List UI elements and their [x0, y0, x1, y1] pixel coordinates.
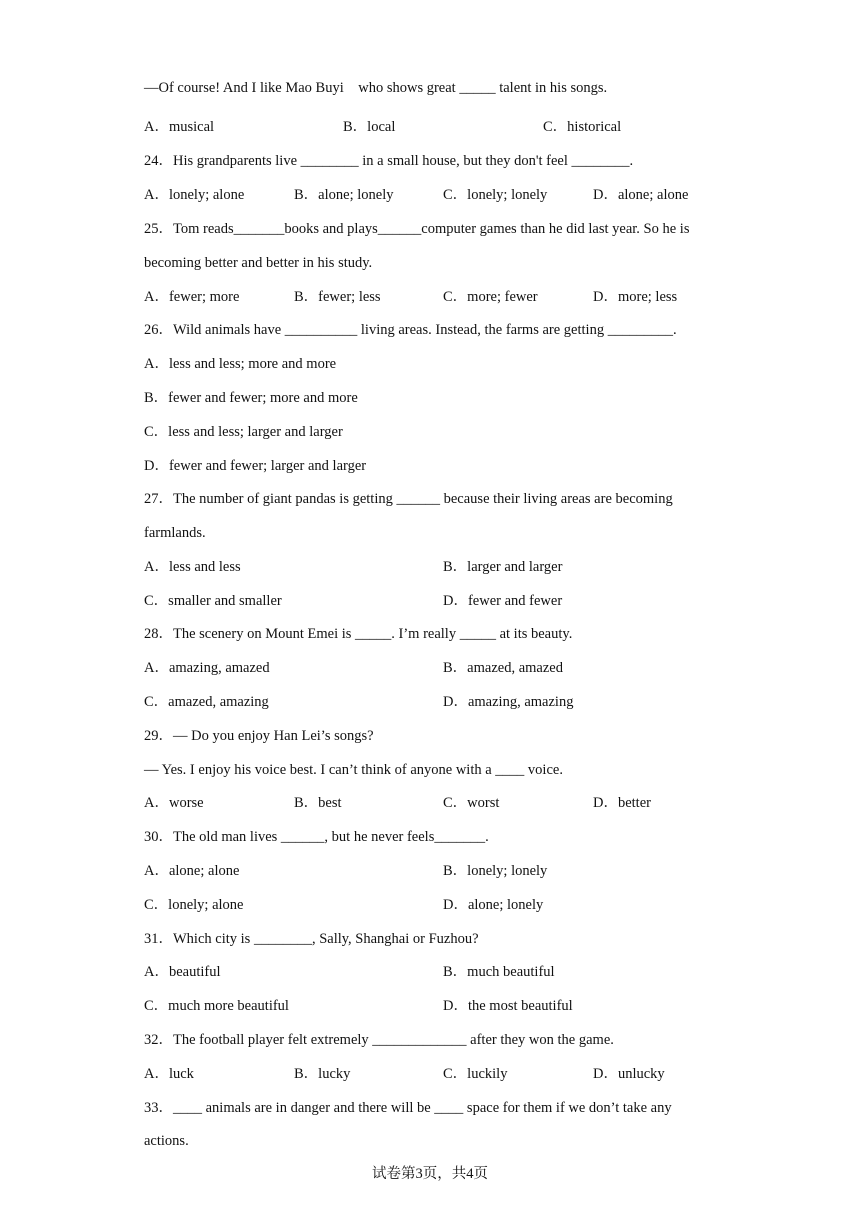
page-footer: 试卷第3页，共4页 [372, 1166, 488, 1182]
q27-option-d: D．fewer and fewer [443, 593, 563, 609]
question-25-stem-cont: becoming better and better in his study. [144, 255, 373, 271]
q23-option-a: A．musical [144, 119, 215, 135]
q31-option-c: C．much more beautiful [144, 998, 289, 1014]
question-26-stem: 26．Wild animals have __________ living areas. Instead, the farms are getting _________. [144, 322, 677, 338]
q28-option-d: D．amazing, amazing [443, 694, 574, 710]
q30-option-c: C．lonely; alone [144, 897, 244, 913]
q24-option-c: C．lonely; lonely [443, 187, 548, 203]
q26-option-d: D．fewer and fewer; larger and larger [144, 458, 367, 474]
question-33-stem-cont: actions. [144, 1133, 189, 1149]
q26-option-c: C．less and less; larger and larger [144, 424, 343, 440]
q29-option-d: D．better [593, 795, 651, 811]
question-29-stem-cont: — Yes. I enjoy his voice best. I can’t think of anyone with a ____ voice. [144, 762, 563, 778]
question-25-stem: 25．Tom reads_______books and plays______computer games than he did last year. So he is [144, 221, 690, 237]
q31-option-a: A．beautiful [144, 964, 221, 980]
q32-option-d: D．unlucky [593, 1066, 665, 1082]
q32-option-c: C．luckily [443, 1066, 508, 1082]
question-29-stem: 29．— Do you enjoy Han Lei’s songs? [144, 728, 374, 744]
q30-option-b: B．lonely; lonely [443, 863, 548, 879]
q25-option-b: B．fewer; less [294, 289, 381, 305]
q32-option-b: B．lucky [294, 1066, 351, 1082]
q26-option-b: B．fewer and fewer; more and more [144, 390, 358, 406]
q27-option-b: B．larger and larger [443, 559, 563, 575]
q27-option-c: C．smaller and smaller [144, 593, 282, 609]
question-31-stem: 31．Which city is ________, Sally, Shanghai or Fuzhou? [144, 931, 479, 947]
q29-option-b: B．best [294, 795, 342, 811]
q27-option-a: A．less and less [144, 559, 241, 575]
q25-option-d: D．more; less [593, 289, 678, 305]
q30-option-d: D．alone; lonely [443, 897, 544, 913]
q29-option-c: C．worst [443, 795, 500, 811]
question-27-stem: 27．The number of giant pandas is getting ______ because their living areas are becoming [144, 491, 673, 507]
q28-option-c: C．amazed, amazing [144, 694, 269, 710]
q23-option-c: C．historical [543, 119, 622, 135]
question-28-stem: 28．The scenery on Mount Emei is _____. I’m really _____ at its beauty. [144, 626, 573, 642]
q26-option-a: A．less and less; more and more [144, 356, 337, 372]
q32-option-a: A．luck [144, 1066, 194, 1082]
q24-option-a: A．lonely; alone [144, 187, 245, 203]
q24-option-b: B．alone; lonely [294, 187, 394, 203]
q28-option-a: A．amazing, amazed [144, 660, 270, 676]
question-33-stem: 33．____ animals are in danger and there will be ____ space for them if we don’t take any [144, 1100, 672, 1116]
question-32-stem: 32．The football player felt extremely _____________ after they won the game. [144, 1032, 614, 1048]
q31-option-d: D．the most beautiful [443, 998, 573, 1014]
question-30-stem: 30．The old man lives ______, but he never feels_______. [144, 829, 489, 845]
question-27-stem-cont: farmlands. [144, 525, 206, 541]
q23-option-b: B．local [343, 119, 396, 135]
question-23-line: —Of course! And I like Mao Buyi who shows great _____ talent in his songs. [144, 80, 608, 96]
q31-option-b: B．much beautiful [443, 964, 555, 980]
q25-option-c: C．more; fewer [443, 289, 538, 305]
q29-option-a: A．worse [144, 795, 204, 811]
q28-option-b: B．amazed, amazed [443, 660, 563, 676]
question-24-stem: 24．His grandparents live ________ in a small house, but they don't feel ________. [144, 153, 634, 169]
q24-option-d: D．alone; alone [593, 187, 689, 203]
q25-option-a: A．fewer; more [144, 289, 240, 305]
q30-option-a: A．alone; alone [144, 863, 240, 879]
